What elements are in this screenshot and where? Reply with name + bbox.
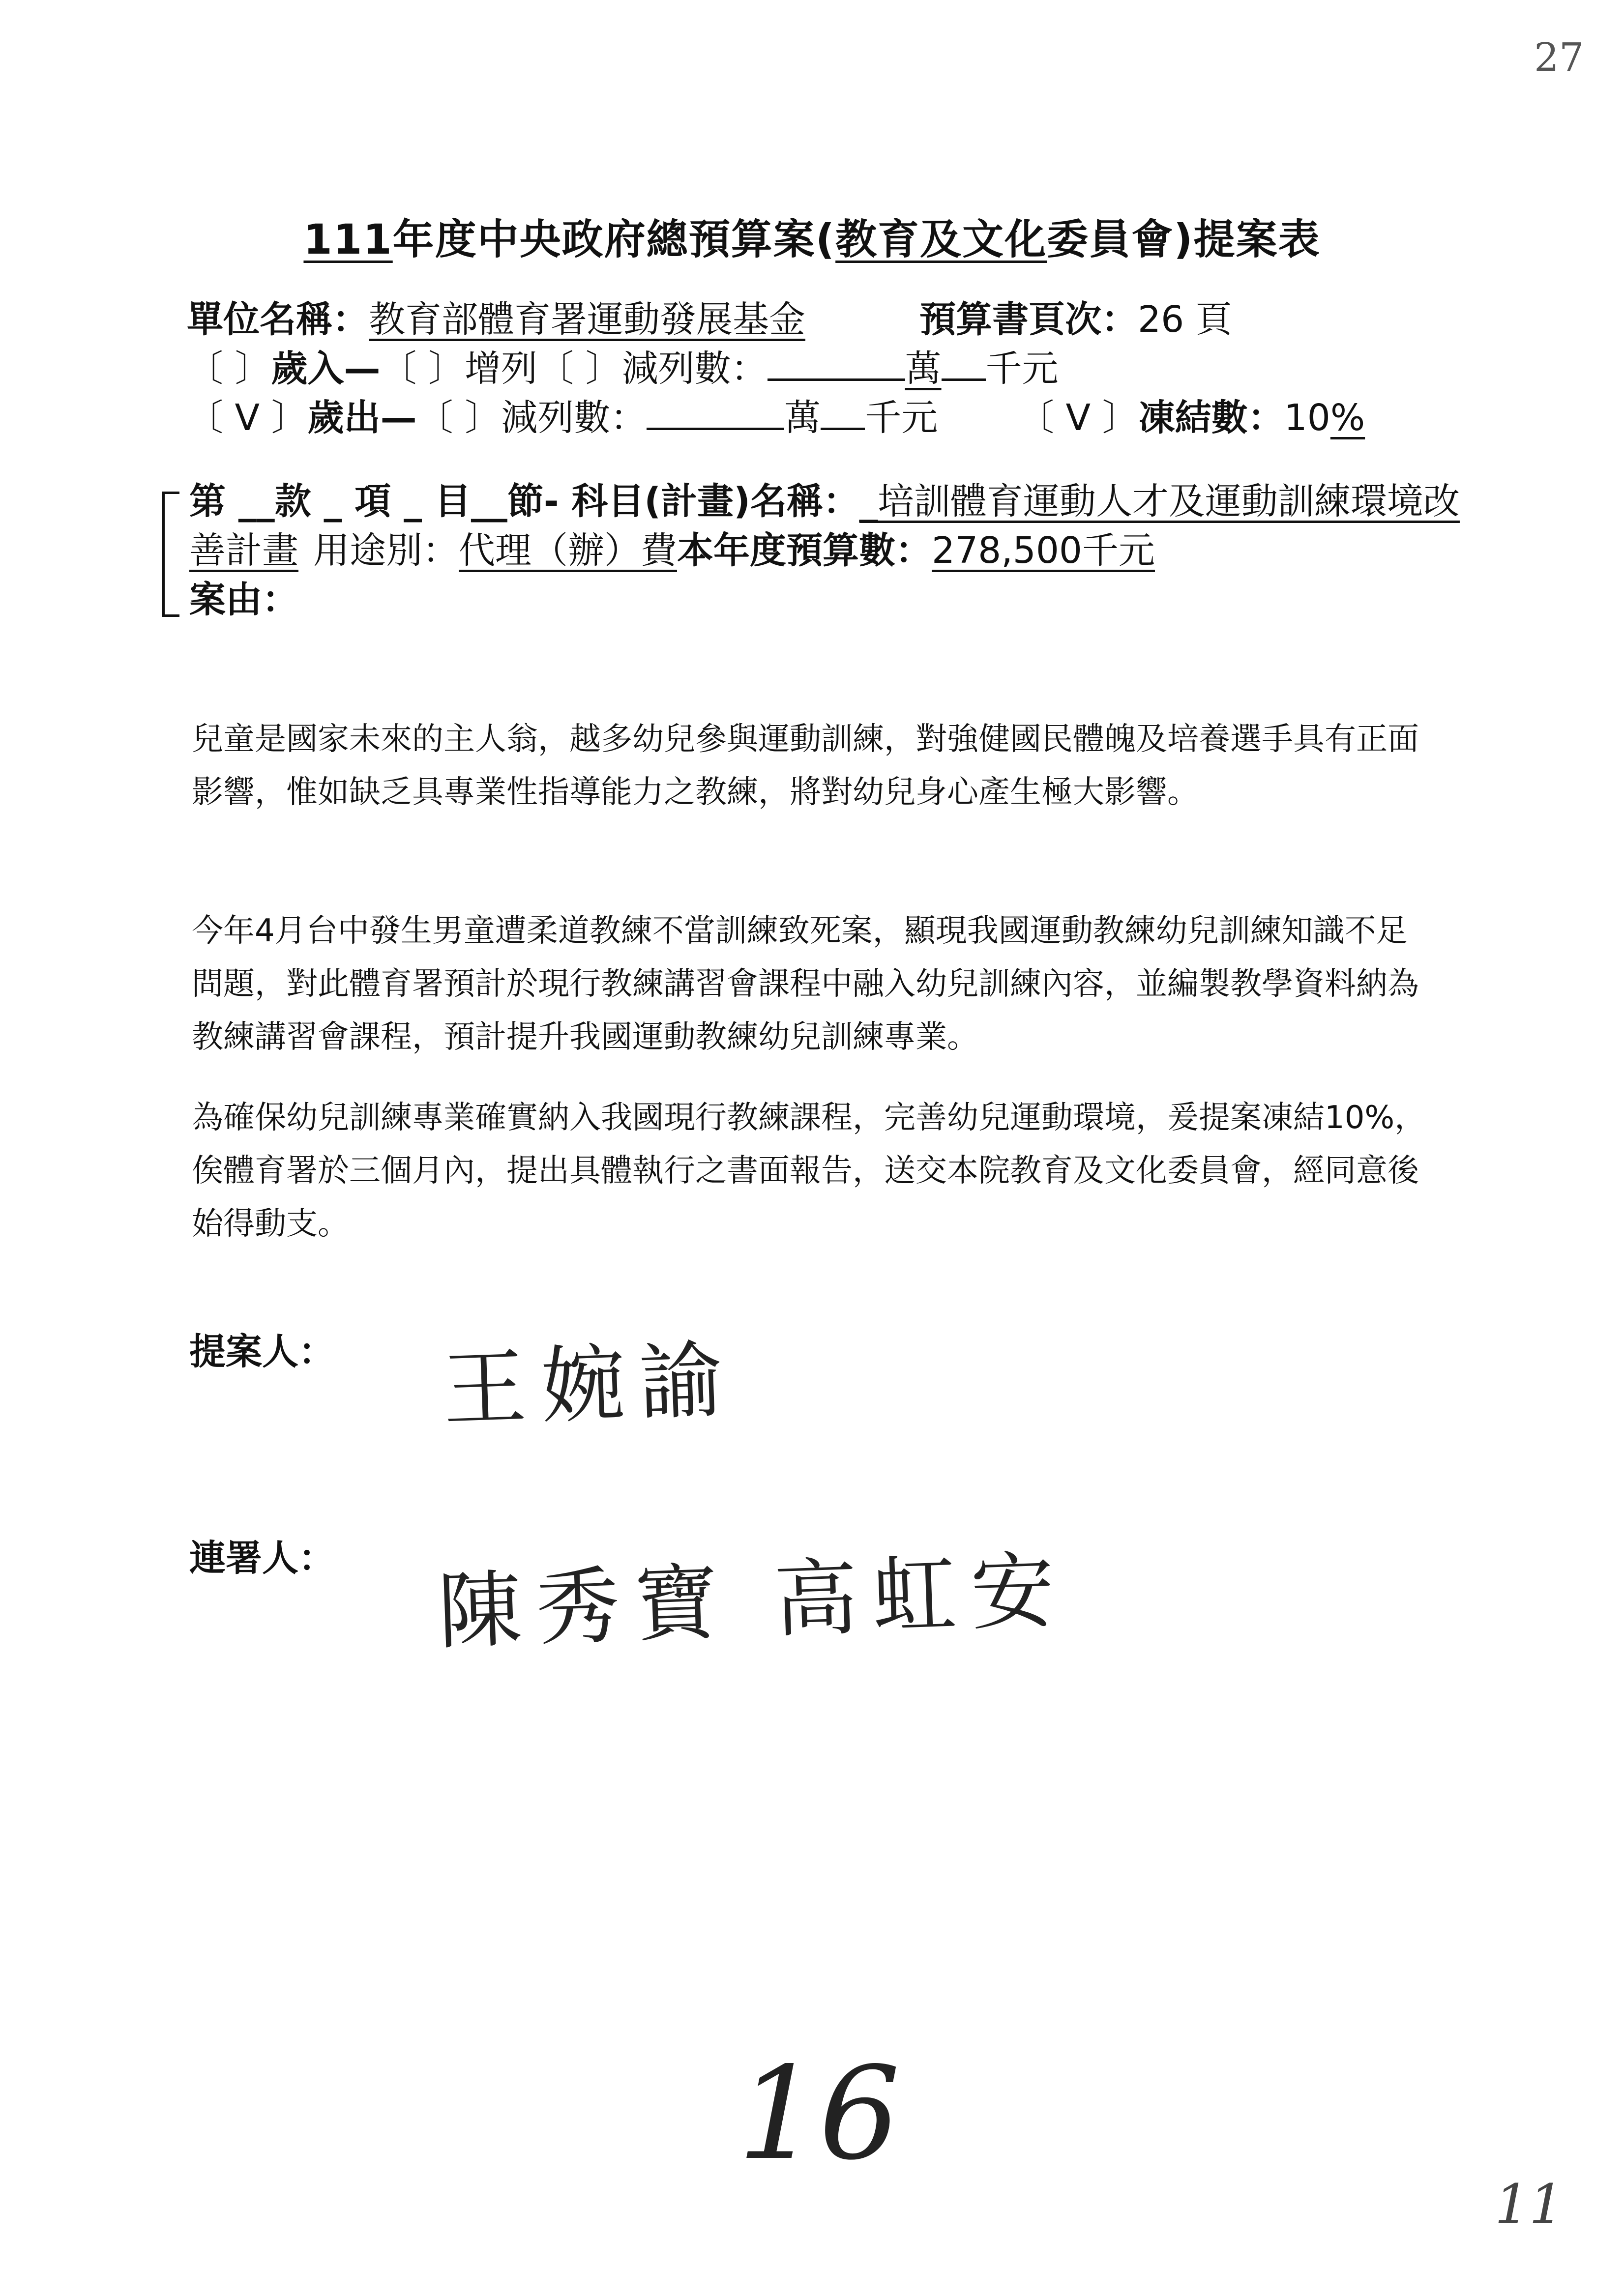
corner-page-mark: 27 [1534, 34, 1584, 80]
revenue-options: 〔 〕增列〔 〕減列數： [380, 348, 768, 390]
expense-wan-unit: 萬 [784, 397, 821, 439]
paragraph-2: 今年4月台中發生男童遭柔道教練不當訓練致死案，顯現我國運動教練幼兒訓練知識不足問題，對此體育署預計於現行教練講習會課程中融入幼兒訓練內容，並編製教學資料納為教練講習會課程，預計提升我國運動教練幼兒訓練專業。 [192, 913, 1419, 1055]
freeze-checkbox: 〔 V 〕 [1018, 397, 1139, 439]
unit-line [187, 295, 805, 344]
title-part2: 委員會)提案表 [1047, 215, 1321, 263]
expense-qian-blank [821, 393, 865, 430]
plan-name-2: 善計畫 [189, 529, 298, 572]
revenue-qian-blank [942, 344, 986, 381]
bottom-mark: 11 [1495, 2173, 1564, 2236]
item-bracket [162, 492, 179, 617]
title-year: 111 [303, 215, 393, 263]
proposer-signature: 王婉諭 [441, 1331, 739, 1439]
item-line-2 [189, 526, 1155, 575]
freeze-field [1018, 393, 1365, 442]
expense-wan-blank [647, 393, 784, 430]
unit-value: 教育部體育署運動發展基金 [369, 298, 805, 341]
expense-options: 〔 〕減列數： [416, 397, 647, 439]
use-value: 代理（辦）費 [459, 529, 677, 572]
expense-checkbox: 〔 V 〕 [187, 397, 308, 439]
unit-label: 單位名稱： [187, 298, 369, 341]
reason-label: 案由： [189, 579, 298, 621]
cosigner-signature: 陳秀寶 高虹安 [436, 1541, 1071, 1661]
use-label: 用途別： [313, 529, 459, 572]
page-ref-label: 預算書頁次： [919, 298, 1138, 341]
title-part1: 年度中央政府總預算案( [392, 215, 836, 263]
page-ref-value: 26 頁 [1138, 298, 1232, 341]
freeze-unit: % [1330, 397, 1365, 439]
paragraph-3: 為確保幼兒訓練專業確實納入我國現行教練課程，完善幼兒運動環境，爰提案凍結10%，俟體育署於三個月內，提出具體執行之書面報告，送交本院教育及文化委員會，經同意後始得動支。 [192, 1100, 1426, 1242]
expense-line [187, 393, 938, 442]
plan-name-1: _培訓體育運動人才及運動訓練環境改 [859, 480, 1460, 523]
cosigner-label: 連署人： [189, 1537, 335, 1579]
item-line-1 [189, 477, 1460, 526]
revenue-wan-unit: 萬 [905, 348, 942, 390]
revenue-line [187, 344, 1059, 393]
title-committee: 教育及文化 [835, 215, 1047, 263]
document-title [0, 206, 1624, 266]
item-prefix: 第 __款 _ 項 _ 目__節- 科目(計畫)名稱： [189, 480, 859, 523]
page-number: 16 [738, 2040, 900, 2188]
freeze-label: 凍結數： [1138, 397, 1284, 439]
revenue-label: 歲入— [271, 348, 381, 390]
revenue-wan-blank [768, 344, 905, 381]
budget-value: 278,500千元 [932, 529, 1155, 572]
proposer-label: 提案人： [189, 1331, 335, 1373]
expense-qian-unit: 千元 [865, 397, 938, 439]
revenue-checkbox: 〔 〕 [187, 348, 271, 390]
budget-label: 本年度預算數： [677, 529, 932, 572]
expense-label: 歲出— [307, 397, 417, 439]
freeze-value: 10 [1284, 397, 1330, 439]
paragraph-1: 兒童是國家未來的主人翁，越多幼兒參與運動訓練，對強健國民體魄及培養選手具有正面影響，惟如缺乏具專業性指導能力之教練，將對幼兒身心產生極大影響。 [192, 721, 1419, 811]
page-ref [919, 295, 1232, 344]
revenue-qian-unit: 千元 [985, 348, 1059, 390]
